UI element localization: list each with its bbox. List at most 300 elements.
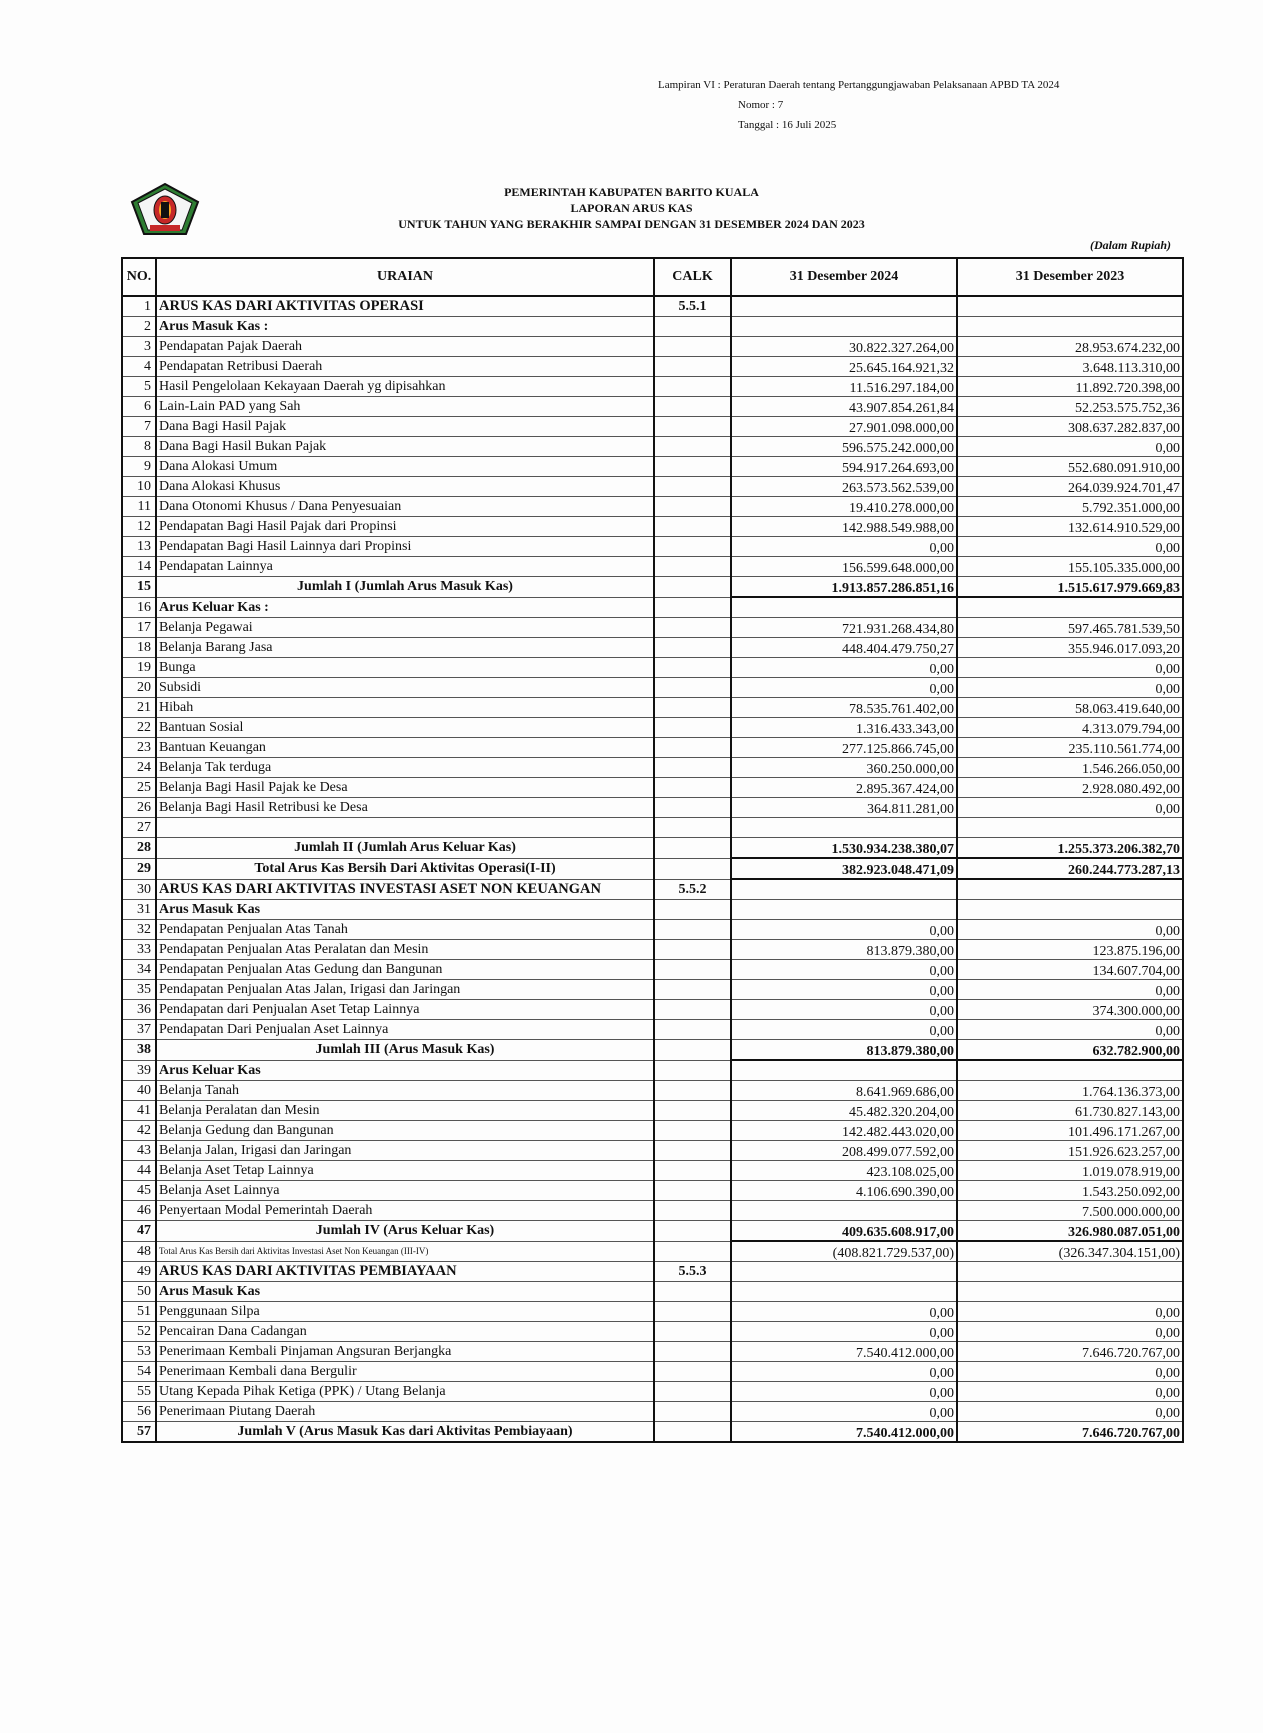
row-no: 52 [122, 1322, 156, 1342]
table-row [122, 1101, 1183, 1121]
row-no: 17 [122, 618, 156, 638]
row-calk [654, 638, 731, 658]
row-value-2023: 374.300.000,00 [957, 1000, 1183, 1020]
row-no: 48 [122, 1241, 156, 1262]
row-value-2023 [957, 879, 1183, 900]
row-no: 8 [122, 437, 156, 457]
row-calk [654, 738, 731, 758]
table-row [122, 960, 1183, 980]
row-calk [654, 900, 731, 920]
row-no: 53 [122, 1342, 156, 1362]
row-value-2023: 4.313.079.794,00 [957, 718, 1183, 738]
row-calk: 5.5.2 [654, 879, 731, 900]
row-uraian: Pendapatan Dari Penjualan Aset Lainnya [156, 1020, 654, 1040]
table-row [122, 597, 1183, 618]
row-calk [654, 1342, 731, 1362]
row-calk [654, 377, 731, 397]
table-row [122, 900, 1183, 920]
row-value-2024 [731, 597, 957, 618]
row-no: 24 [122, 758, 156, 778]
row-calk [654, 557, 731, 577]
row-value-2024: 0,00 [731, 920, 957, 940]
row-no: 56 [122, 1402, 156, 1422]
row-calk [654, 940, 731, 960]
row-value-2024: 596.575.242.000,00 [731, 437, 957, 457]
header-calk: CALK [654, 258, 731, 296]
table-row [122, 437, 1183, 457]
row-no: 18 [122, 638, 156, 658]
row-uraian: Belanja Aset Tetap Lainnya [156, 1161, 654, 1181]
table-row [122, 317, 1183, 337]
row-no: 44 [122, 1161, 156, 1181]
row-value-2023: 52.253.575.752,36 [957, 397, 1183, 417]
row-value-2023: 123.875.196,00 [957, 940, 1183, 960]
row-uraian: Arus Masuk Kas : [156, 317, 654, 337]
table-row [122, 980, 1183, 1000]
nomor-line: Nomor : 7 [738, 99, 784, 111]
row-value-2023: 355.946.017.093,20 [957, 638, 1183, 658]
row-calk [654, 1221, 731, 1242]
table-row [122, 417, 1183, 437]
row-value-2023: 235.110.561.774,00 [957, 738, 1183, 758]
row-value-2024: 263.573.562.539,00 [731, 477, 957, 497]
table-row [122, 1322, 1183, 1342]
row-no: 36 [122, 1000, 156, 1020]
row-value-2024: 43.907.854.261,84 [731, 397, 957, 417]
row-value-2024: 2.895.367.424,00 [731, 778, 957, 798]
row-uraian: Arus Keluar Kas [156, 1060, 654, 1081]
row-no: 7 [122, 417, 156, 437]
row-no: 19 [122, 658, 156, 678]
table-row [122, 357, 1183, 377]
row-value-2023 [957, 900, 1183, 920]
row-uraian: Belanja Aset Lainnya [156, 1181, 654, 1201]
row-value-2024: 7.540.412.000,00 [731, 1422, 957, 1443]
row-no: 30 [122, 879, 156, 900]
row-value-2023: 0,00 [957, 678, 1183, 698]
row-uraian: Lain-Lain PAD yang Sah [156, 397, 654, 417]
row-value-2024: 0,00 [731, 1020, 957, 1040]
row-calk [654, 1020, 731, 1040]
table-row [122, 618, 1183, 638]
row-no: 54 [122, 1362, 156, 1382]
row-uraian: Pencairan Dana Cadangan [156, 1322, 654, 1342]
currency-note: (Dalam Rupiah) [1089, 238, 1171, 252]
row-value-2023: 155.105.335.000,00 [957, 557, 1183, 577]
table-row [122, 397, 1183, 417]
row-calk [654, 758, 731, 778]
heading-report-title: LAPORAN ARUS KAS [570, 201, 693, 215]
row-value-2023: 1.543.250.092,00 [957, 1181, 1183, 1201]
row-uraian: ARUS KAS DARI AKTIVITAS OPERASI [156, 296, 654, 317]
row-value-2023: 58.063.419.640,00 [957, 698, 1183, 718]
lampiran-block [658, 75, 1059, 135]
row-value-2024 [731, 1262, 957, 1282]
row-no: 12 [122, 517, 156, 537]
row-value-2023: 7.646.720.767,00 [957, 1342, 1183, 1362]
row-calk [654, 678, 731, 698]
row-value-2023: 1.764.136.373,00 [957, 1081, 1183, 1101]
row-value-2023: 326.980.087.051,00 [957, 1221, 1183, 1242]
table-row [122, 296, 1183, 317]
row-calk [654, 1181, 731, 1201]
table-row [122, 1161, 1183, 1181]
row-uraian: Belanja Barang Jasa [156, 638, 654, 658]
row-uraian: Arus Keluar Kas : [156, 597, 654, 618]
row-no: 4 [122, 357, 156, 377]
row-calk [654, 437, 731, 457]
row-value-2023: 0,00 [957, 1020, 1183, 1040]
row-value-2024: 1.913.857.286.851,16 [731, 577, 957, 598]
row-no: 14 [122, 557, 156, 577]
row-value-2024: 0,00 [731, 960, 957, 980]
table-row [122, 1262, 1183, 1282]
row-value-2023: 0,00 [957, 658, 1183, 678]
row-uraian: Bunga [156, 658, 654, 678]
row-value-2024: 4.106.690.390,00 [731, 1181, 957, 1201]
table-row [122, 337, 1183, 357]
row-calk [654, 1362, 731, 1382]
table-body [122, 296, 1183, 1442]
row-calk [654, 718, 731, 738]
row-no: 15 [122, 577, 156, 598]
row-calk: 5.5.3 [654, 1262, 731, 1282]
row-no: 1 [122, 296, 156, 317]
row-value-2024: 0,00 [731, 1322, 957, 1342]
table-row [122, 798, 1183, 818]
row-calk [654, 1402, 731, 1422]
row-value-2024: 0,00 [731, 678, 957, 698]
row-no: 32 [122, 920, 156, 940]
row-value-2023: 308.637.282.837,00 [957, 417, 1183, 437]
row-calk [654, 1201, 731, 1221]
row-uraian: Pendapatan Bagi Hasil Lainnya dari Propinsi [156, 537, 654, 557]
row-value-2023 [957, 818, 1183, 838]
row-value-2024: 813.879.380,00 [731, 940, 957, 960]
row-no: 27 [122, 818, 156, 838]
row-value-2024: 30.822.327.264,00 [731, 337, 957, 357]
row-uraian: Jumlah III (Arus Masuk Kas) [156, 1040, 654, 1061]
table-row [122, 838, 1183, 859]
row-value-2024: 19.410.278.000,00 [731, 497, 957, 517]
row-no: 35 [122, 980, 156, 1000]
row-value-2024: 0,00 [731, 1000, 957, 1020]
row-no: 49 [122, 1262, 156, 1282]
table-row [122, 940, 1183, 960]
row-uraian: Total Arus Kas Bersih dari Aktivitas Investasi Aset Non Keuangan (III-IV) [156, 1241, 654, 1262]
table-row [122, 1302, 1183, 1322]
row-calk [654, 497, 731, 517]
row-no: 16 [122, 597, 156, 618]
table-row [122, 678, 1183, 698]
row-value-2024 [731, 317, 957, 337]
row-value-2023: 134.607.704,00 [957, 960, 1183, 980]
row-value-2024: 0,00 [731, 1382, 957, 1402]
row-value-2024: 813.879.380,00 [731, 1040, 957, 1061]
row-calk [654, 537, 731, 557]
table-row [122, 1362, 1183, 1382]
table-row [122, 557, 1183, 577]
row-value-2024: 594.917.264.693,00 [731, 457, 957, 477]
row-uraian: Belanja Tak terduga [156, 758, 654, 778]
row-no: 55 [122, 1382, 156, 1402]
row-uraian: Utang Kepada Pihak Ketiga (PPK) / Utang Belanja [156, 1382, 654, 1402]
row-no: 2 [122, 317, 156, 337]
row-value-2023: 0,00 [957, 920, 1183, 940]
row-uraian: Penggunaan Silpa [156, 1302, 654, 1322]
row-value-2024: (408.821.729.537,00) [731, 1241, 957, 1262]
cash-flow-table [121, 257, 1184, 1443]
row-value-2024: 0,00 [731, 1302, 957, 1322]
row-value-2023: 0,00 [957, 798, 1183, 818]
row-uraian: Dana Alokasi Khusus [156, 477, 654, 497]
row-value-2024 [731, 296, 957, 317]
row-value-2024: 277.125.866.745,00 [731, 738, 957, 758]
row-uraian: Pendapatan Penjualan Atas Tanah [156, 920, 654, 940]
header-2023: 31 Desember 2023 [957, 258, 1183, 296]
row-value-2024: 156.599.648.000,00 [731, 557, 957, 577]
row-uraian: Jumlah IV (Arus Keluar Kas) [156, 1221, 654, 1242]
table-row [122, 879, 1183, 900]
row-no: 3 [122, 337, 156, 357]
row-no: 28 [122, 838, 156, 859]
row-no: 51 [122, 1302, 156, 1322]
row-value-2024: 0,00 [731, 1402, 957, 1422]
table-header-row [122, 258, 1183, 296]
row-value-2024: 364.811.281,00 [731, 798, 957, 818]
row-uraian [156, 818, 654, 838]
table-row [122, 1241, 1183, 1262]
row-value-2024: 7.540.412.000,00 [731, 1342, 957, 1362]
row-uraian: Pendapatan Retribusi Daerah [156, 357, 654, 377]
table-row [122, 758, 1183, 778]
row-no: 39 [122, 1060, 156, 1081]
lampiran-line: Lampiran VI : Peraturan Daerah tentang Pertanggungjawaban Pelaksanaan APBD TA 2024 [658, 79, 1060, 91]
table-row [122, 778, 1183, 798]
table-row [122, 457, 1183, 477]
row-no: 31 [122, 900, 156, 920]
row-uraian: Belanja Bagi Hasil Retribusi ke Desa [156, 798, 654, 818]
row-calk [654, 960, 731, 980]
row-value-2024: 721.931.268.434,80 [731, 618, 957, 638]
row-value-2024 [731, 818, 957, 838]
row-value-2024: 8.641.969.686,00 [731, 1081, 957, 1101]
row-value-2023 [957, 317, 1183, 337]
row-calk [654, 1000, 731, 1020]
row-value-2023 [957, 1262, 1183, 1282]
row-calk [654, 798, 731, 818]
row-value-2024: 208.499.077.592,00 [731, 1141, 957, 1161]
row-value-2024: 382.923.048.471,09 [731, 858, 957, 879]
row-value-2023: 1.515.617.979.669,83 [957, 577, 1183, 598]
row-uraian: Pendapatan Pajak Daerah [156, 337, 654, 357]
row-uraian: Arus Masuk Kas [156, 900, 654, 920]
row-value-2023: 151.926.623.257,00 [957, 1141, 1183, 1161]
row-uraian: Pendapatan Bagi Hasil Pajak dari Propinsi [156, 517, 654, 537]
row-no: 42 [122, 1121, 156, 1141]
row-calk [654, 1282, 731, 1302]
row-calk [654, 838, 731, 859]
row-no: 9 [122, 457, 156, 477]
row-value-2024: 0,00 [731, 980, 957, 1000]
row-value-2024 [731, 900, 957, 920]
row-uraian: ARUS KAS DARI AKTIVITAS INVESTASI ASET NON KEUANGAN [156, 879, 654, 900]
row-value-2023: 0,00 [957, 1402, 1183, 1422]
row-value-2023: 1.019.078.919,00 [957, 1161, 1183, 1181]
row-value-2023: 1.546.266.050,00 [957, 758, 1183, 778]
row-value-2023 [957, 1282, 1183, 1302]
row-value-2024: 1.316.433.343,00 [731, 718, 957, 738]
table-row [122, 1422, 1183, 1443]
row-uraian: Penerimaan Kembali dana Bergulir [156, 1362, 654, 1382]
header-no: NO. [122, 258, 156, 296]
row-calk [654, 357, 731, 377]
row-uraian: Penerimaan Piutang Daerah [156, 1402, 654, 1422]
row-no: 5 [122, 377, 156, 397]
row-calk [654, 698, 731, 718]
row-no: 50 [122, 1282, 156, 1302]
table-row [122, 1221, 1183, 1242]
row-calk [654, 1241, 731, 1262]
table-row [122, 537, 1183, 557]
row-calk [654, 1101, 731, 1121]
row-uraian: Belanja Pegawai [156, 618, 654, 638]
table-row [122, 920, 1183, 940]
row-calk [654, 1121, 731, 1141]
row-value-2024: 0,00 [731, 658, 957, 678]
row-uraian: Belanja Tanah [156, 1081, 654, 1101]
row-calk [654, 920, 731, 940]
table-row [122, 698, 1183, 718]
row-calk [654, 597, 731, 618]
table-row [122, 1121, 1183, 1141]
row-no: 11 [122, 497, 156, 517]
row-no: 22 [122, 718, 156, 738]
row-value-2023: (326.347.304.151,00) [957, 1241, 1183, 1262]
row-calk [654, 1040, 731, 1061]
row-value-2023: 1.255.373.206.382,70 [957, 838, 1183, 859]
row-calk [654, 1422, 731, 1443]
row-value-2023 [957, 1060, 1183, 1081]
row-value-2024 [731, 1201, 957, 1221]
row-value-2023: 11.892.720.398,00 [957, 377, 1183, 397]
row-value-2023: 0,00 [957, 1362, 1183, 1382]
table-row [122, 1040, 1183, 1061]
row-calk [654, 337, 731, 357]
table-row [122, 1181, 1183, 1201]
row-value-2024: 1.530.934.238.380,07 [731, 838, 957, 859]
row-value-2023: 61.730.827.143,00 [957, 1101, 1183, 1121]
row-no: 20 [122, 678, 156, 698]
row-calk [654, 778, 731, 798]
row-no: 25 [122, 778, 156, 798]
row-value-2024: 45.482.320.204,00 [731, 1101, 957, 1121]
row-no: 33 [122, 940, 156, 960]
row-value-2023: 7.646.720.767,00 [957, 1422, 1183, 1443]
row-no: 46 [122, 1201, 156, 1221]
row-no: 26 [122, 798, 156, 818]
report-heading [0, 184, 1263, 232]
table-row [122, 1342, 1183, 1362]
row-uraian: Penerimaan Kembali Pinjaman Angsuran Berjangka [156, 1342, 654, 1362]
row-no: 47 [122, 1221, 156, 1242]
row-uraian: Dana Alokasi Umum [156, 457, 654, 477]
table-row [122, 517, 1183, 537]
row-calk [654, 1382, 731, 1402]
table-row [122, 1282, 1183, 1302]
row-value-2023: 3.648.113.310,00 [957, 357, 1183, 377]
row-value-2023: 2.928.080.492,00 [957, 778, 1183, 798]
row-calk [654, 618, 731, 638]
row-uraian: Jumlah I (Jumlah Arus Masuk Kas) [156, 577, 654, 598]
row-uraian: Hasil Pengelolaan Kekayaan Daerah yg dipisahkan [156, 377, 654, 397]
table-row [122, 377, 1183, 397]
table-row [122, 858, 1183, 879]
table-row [122, 1000, 1183, 1020]
row-value-2024: 448.404.479.750,27 [731, 638, 957, 658]
row-uraian: Penyertaan Modal Pemerintah Daerah [156, 1201, 654, 1221]
row-uraian: Pendapatan Lainnya [156, 557, 654, 577]
table-row [122, 1382, 1183, 1402]
row-uraian: Jumlah II (Jumlah Arus Keluar Kas) [156, 838, 654, 859]
row-value-2023 [957, 597, 1183, 618]
row-calk [654, 517, 731, 537]
table-row [122, 477, 1183, 497]
table-row [122, 738, 1183, 758]
row-uraian: Jumlah V (Arus Masuk Kas dari Aktivitas Pembiayaan) [156, 1422, 654, 1443]
row-uraian: Hibah [156, 698, 654, 718]
row-calk [654, 457, 731, 477]
row-value-2023: 7.500.000.000,00 [957, 1201, 1183, 1221]
table-row [122, 1201, 1183, 1221]
row-uraian: Pendapatan dari Penjualan Aset Tetap Lainnya [156, 1000, 654, 1020]
row-value-2023: 597.465.781.539,50 [957, 618, 1183, 638]
row-uraian: Belanja Gedung dan Bangunan [156, 1121, 654, 1141]
row-uraian: Bantuan Keuangan [156, 738, 654, 758]
row-uraian: Belanja Bagi Hasil Pajak ke Desa [156, 778, 654, 798]
row-no: 6 [122, 397, 156, 417]
row-value-2023: 260.244.773.287,13 [957, 858, 1183, 879]
row-uraian: Dana Otonomi Khusus / Dana Penyesuaian [156, 497, 654, 517]
row-no: 40 [122, 1081, 156, 1101]
row-no: 37 [122, 1020, 156, 1040]
row-no: 45 [122, 1181, 156, 1201]
header-uraian: URAIAN [156, 258, 654, 296]
tanggal-line: Tanggal : 16 Juli 2025 [738, 119, 837, 131]
table-row [122, 818, 1183, 838]
row-uraian: Belanja Jalan, Irigasi dan Jaringan [156, 1141, 654, 1161]
row-calk [654, 1322, 731, 1342]
row-calk [654, 858, 731, 879]
row-calk [654, 1081, 731, 1101]
row-no: 13 [122, 537, 156, 557]
row-value-2023 [957, 296, 1183, 317]
row-calk [654, 818, 731, 838]
row-uraian: Bantuan Sosial [156, 718, 654, 738]
row-no: 34 [122, 960, 156, 980]
table-row [122, 1020, 1183, 1040]
table-row [122, 1081, 1183, 1101]
row-calk [654, 317, 731, 337]
row-uraian: Belanja Peralatan dan Mesin [156, 1101, 654, 1121]
table-row [122, 1141, 1183, 1161]
heading-period: UNTUK TAHUN YANG BERAKHIR SAMPAI DENGAN 31 DESEMBER 2024 DAN 2023 [398, 217, 865, 231]
row-calk: 5.5.1 [654, 296, 731, 317]
row-value-2024: 409.635.608.917,00 [731, 1221, 957, 1242]
table-row [122, 497, 1183, 517]
table-row [122, 638, 1183, 658]
row-uraian: Total Arus Kas Bersih Dari Aktivitas Operasi(I-II) [156, 858, 654, 879]
